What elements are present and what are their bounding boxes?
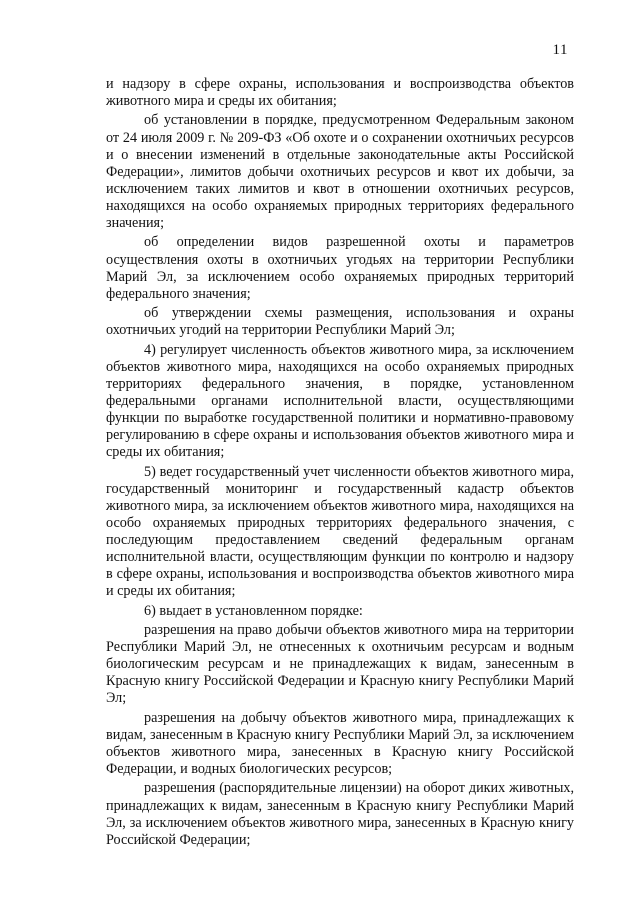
document-body	[106, 76, 574, 851]
page-number: 11	[552, 42, 568, 58]
paragraph: разрешения на право добычи объектов животного мира на территории Республики Марий Эл, не отнесенных к охотничьим ресурсам и водным биологическим ресурсам и не принадлежащих к видам, занесенным в Красную книгу Российской Федерации и Красную книгу Республики Марий Эл;	[106, 621, 574, 707]
paragraph: 4) регулирует численность объектов животного мира, за исключением объектов животного мира, находящихся на особо охраняемых природных территориях федерального значения, в порядке, установленном федеральными органами исполнительной власти, осуществляющими функции по выработке государственной политики и нормативно-правовому регулированию в сфере охраны и использования объектов животного мира и среды их обитания;	[106, 341, 574, 461]
paragraph: разрешения (распорядительные лицензии) на оборот диких животных, принадлежащих к видам, занесенным в Красную книгу Республики Марий Эл, за исключением объектов животного мира, занесенных в Красную книгу Российской Федерации;	[106, 780, 574, 848]
paragraph: об установлении в порядке, предусмотренном Федеральным законом от 24 июля 2009 г. № 209-ФЗ «Об охоте и о сохранении охотничьих ресурсов и о внесении изменений в отдельные законодательные акты Российской Федерации», лимитов добычи охотничьих ресурсов и квот их добычи, за исключением таких лимитов и квот в отношении охотничьих ресурсов, находящихся на особо охраняемых природных территориях федерального значения;	[106, 112, 574, 232]
paragraph: 6) выдает в установленном порядке:	[144, 602, 363, 619]
paragraph: и надзору в сфере охраны, использования и воспроизводства объектов животного мира и среды их обитания;	[106, 76, 574, 110]
paragraph: разрешения на добычу объектов животного мира, принадлежащих к видам, занесенным в Красную книгу Республики Марий Эл, за исключением объектов животного мира, занесенных в Красную книгу Российской Федерации, и водных биологических ресурсов;	[106, 709, 574, 778]
paragraph: об утверждении схемы размещения, использования и охраны охотничьих угодий на территории Республики Марий Эл;	[106, 305, 574, 339]
paragraph: 5) ведет государственный учет численности объектов животного мира, государственный мониторинг и государственный кадастр объектов животного мира, за исключением объектов животного мира, находящихся на особо охраняемых природных территориях федерального значения, с последующим предоставлением сведений федеральным органам исполнительной власти, осуществляющим функции по контролю и надзору в сфере охраны, использования и воспроизводства объектов животного мира и среды их обитания;	[106, 463, 574, 600]
paragraph: об определении видов разрешенной охоты и параметров осуществления охоты в охотничьих угодьях на территории Республики Марий Эл, за исключением особо охраняемых природных территорий федерального значения;	[106, 234, 574, 302]
